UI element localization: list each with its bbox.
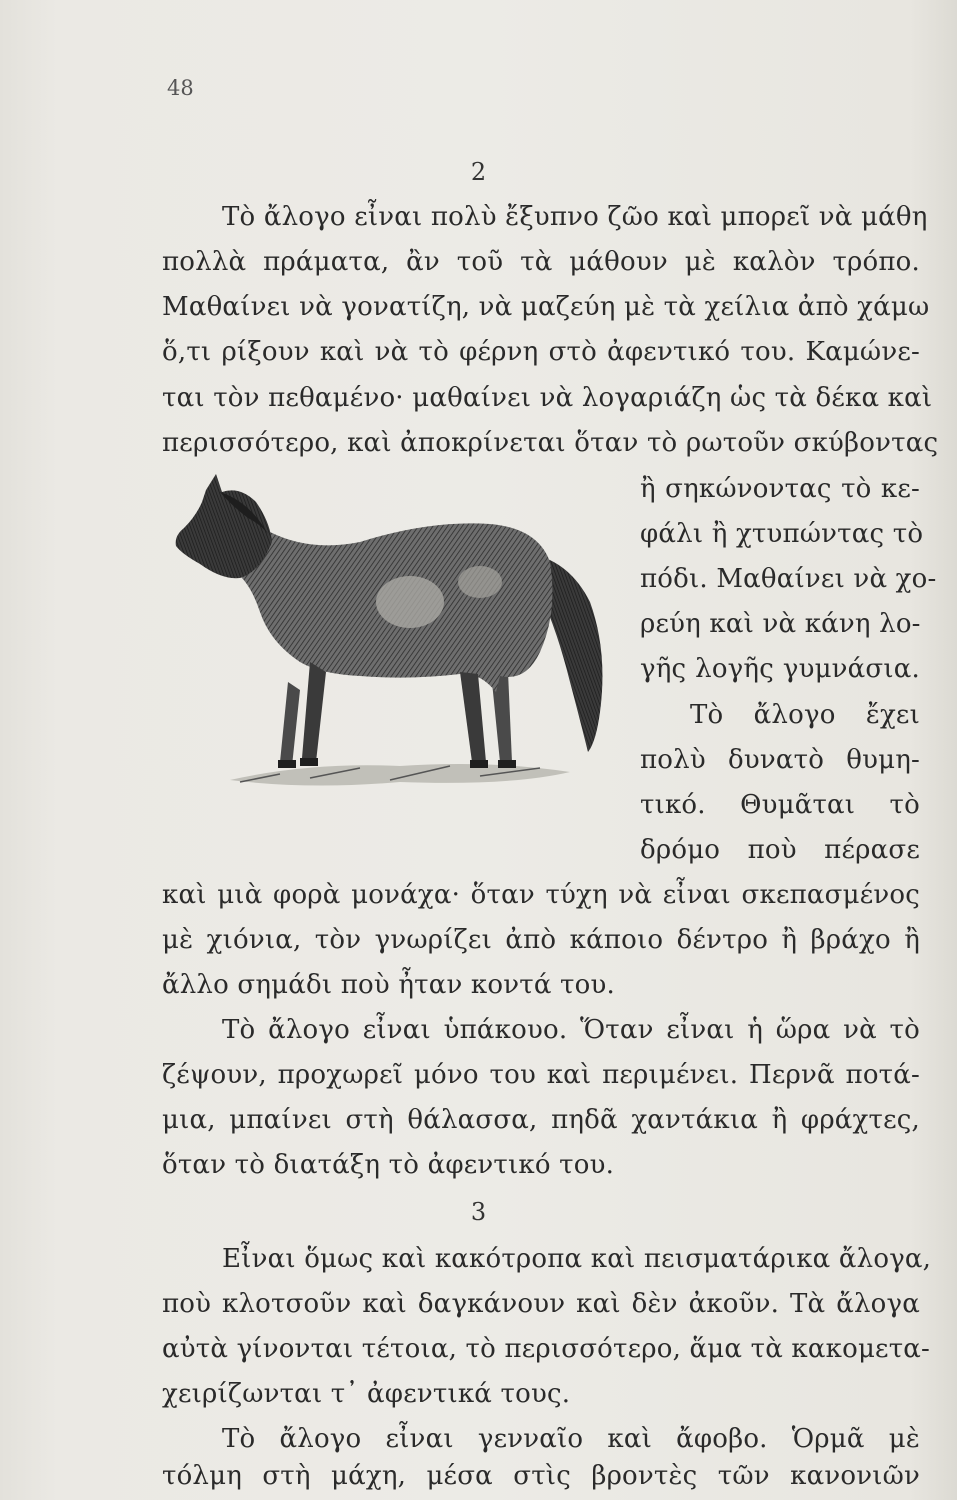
text-line: μια, μπαίνει στὴ θάλασσα, πηδᾶ χαντάκια ἢ φράχτες, [162, 1105, 920, 1135]
text-line: ρεύη καὶ νὰ κάνη λο- [640, 609, 921, 639]
text-line: πολὺ δυνατὸ θυμη- [640, 745, 920, 775]
text-line: τόλμη στὴ μάχη, μέσα στὶς βροντὲς τῶν κανονιῶν [162, 1461, 920, 1491]
text-line: δρόμο ποὺ πέρασε [640, 835, 920, 865]
section-number: 2 [470, 158, 487, 186]
text-line: ζέψουν, προχωρεῖ μόνο του καὶ περιμένει. Περνᾶ ποτά- [162, 1060, 920, 1090]
text-line: ποὺ κλοτσοῦν καὶ δαγκάνουν καὶ δὲν ἀκοῦν. Τὰ ἄλογα [162, 1289, 920, 1319]
text-line: Εἶναι ὅμως καὶ κακότροπα καὶ πεισματάρικα ἄλογα, [222, 1244, 932, 1274]
text-line: Μαθαίνει νὰ γονατίζη, νὰ μαζεύη μὲ τὰ χείλια ἀπὸ χάμω [162, 292, 930, 322]
text-line: αὐτὰ γίνονται τέτοια, τὸ περισσότερο, ἅμα τὰ κακομετα- [162, 1334, 931, 1364]
text-line: Τὸ ἄλογο εἶναι πολὺ ἔξυπνο ζῶο καὶ μπορεῖ νὰ μάθη [222, 202, 928, 232]
text-line: ἄλλο σημάδι ποὺ ἦταν κοντά του. [162, 970, 615, 1000]
text-line: καὶ μιὰ φορὰ μονάχα· ὅταν τύχη νὰ εἶναι σκεπασμένος [162, 880, 920, 910]
text-line: τικό. Θυμᾶται τὸ [640, 790, 920, 820]
text-line: περισσότερο, καὶ ἀποκρίνεται ὅταν τὸ ρωτοῦν σκύβοντας [162, 428, 939, 458]
text-line: ὅ,τι ρίξουν καὶ νὰ τὸ φέρνη στὸ ἀφεντικό του. Καμώνε- [162, 337, 920, 367]
text-line: πόδι. Μαθαίνει νὰ χο- [640, 564, 937, 594]
text-line: Τὸ ἄλογο εἶναι γενναῖο καὶ ἄφοβο. Ὁρμᾶ μὲ [222, 1424, 920, 1454]
text-line: ἢ σηκώνοντας τὸ κε- [640, 474, 920, 504]
text-line: μὲ χιόνια, τὸν γνωρίζει ἀπὸ κάποιο δέντρο ἢ βράχο ἢ [162, 925, 920, 955]
text-line: πολλὰ πράματα, ἂν τοῦ τὰ μάθουν μὲ καλὸν τρόπο. [162, 247, 920, 277]
text-line: γῆς λογῆς γυμνάσια. [640, 654, 920, 684]
text-line: Τὸ ἄλογο ἔχει [690, 700, 920, 730]
horse-illustration [160, 462, 630, 800]
text-line: ὅταν τὸ διατάξη τὸ ἀφεντικό του. [162, 1150, 615, 1180]
text-line: ται τὸν πεθαμένο· μαθαίνει νὰ λογαριάζη ὡς τὰ δέκα καὶ [162, 383, 933, 413]
section-number: 3 [470, 1198, 487, 1226]
page-number: 48 [167, 76, 194, 100]
text-line: χειρίζωνται τ᾿ ἀφεντικά τους. [162, 1379, 571, 1409]
text-line: φάλι ἢ χτυπώντας τὸ [640, 519, 924, 549]
text-line: Τὸ ἄλογο εἶναι ὑπάκουο. Ὅταν εἶναι ἡ ὥρα νὰ τὸ [222, 1015, 920, 1045]
